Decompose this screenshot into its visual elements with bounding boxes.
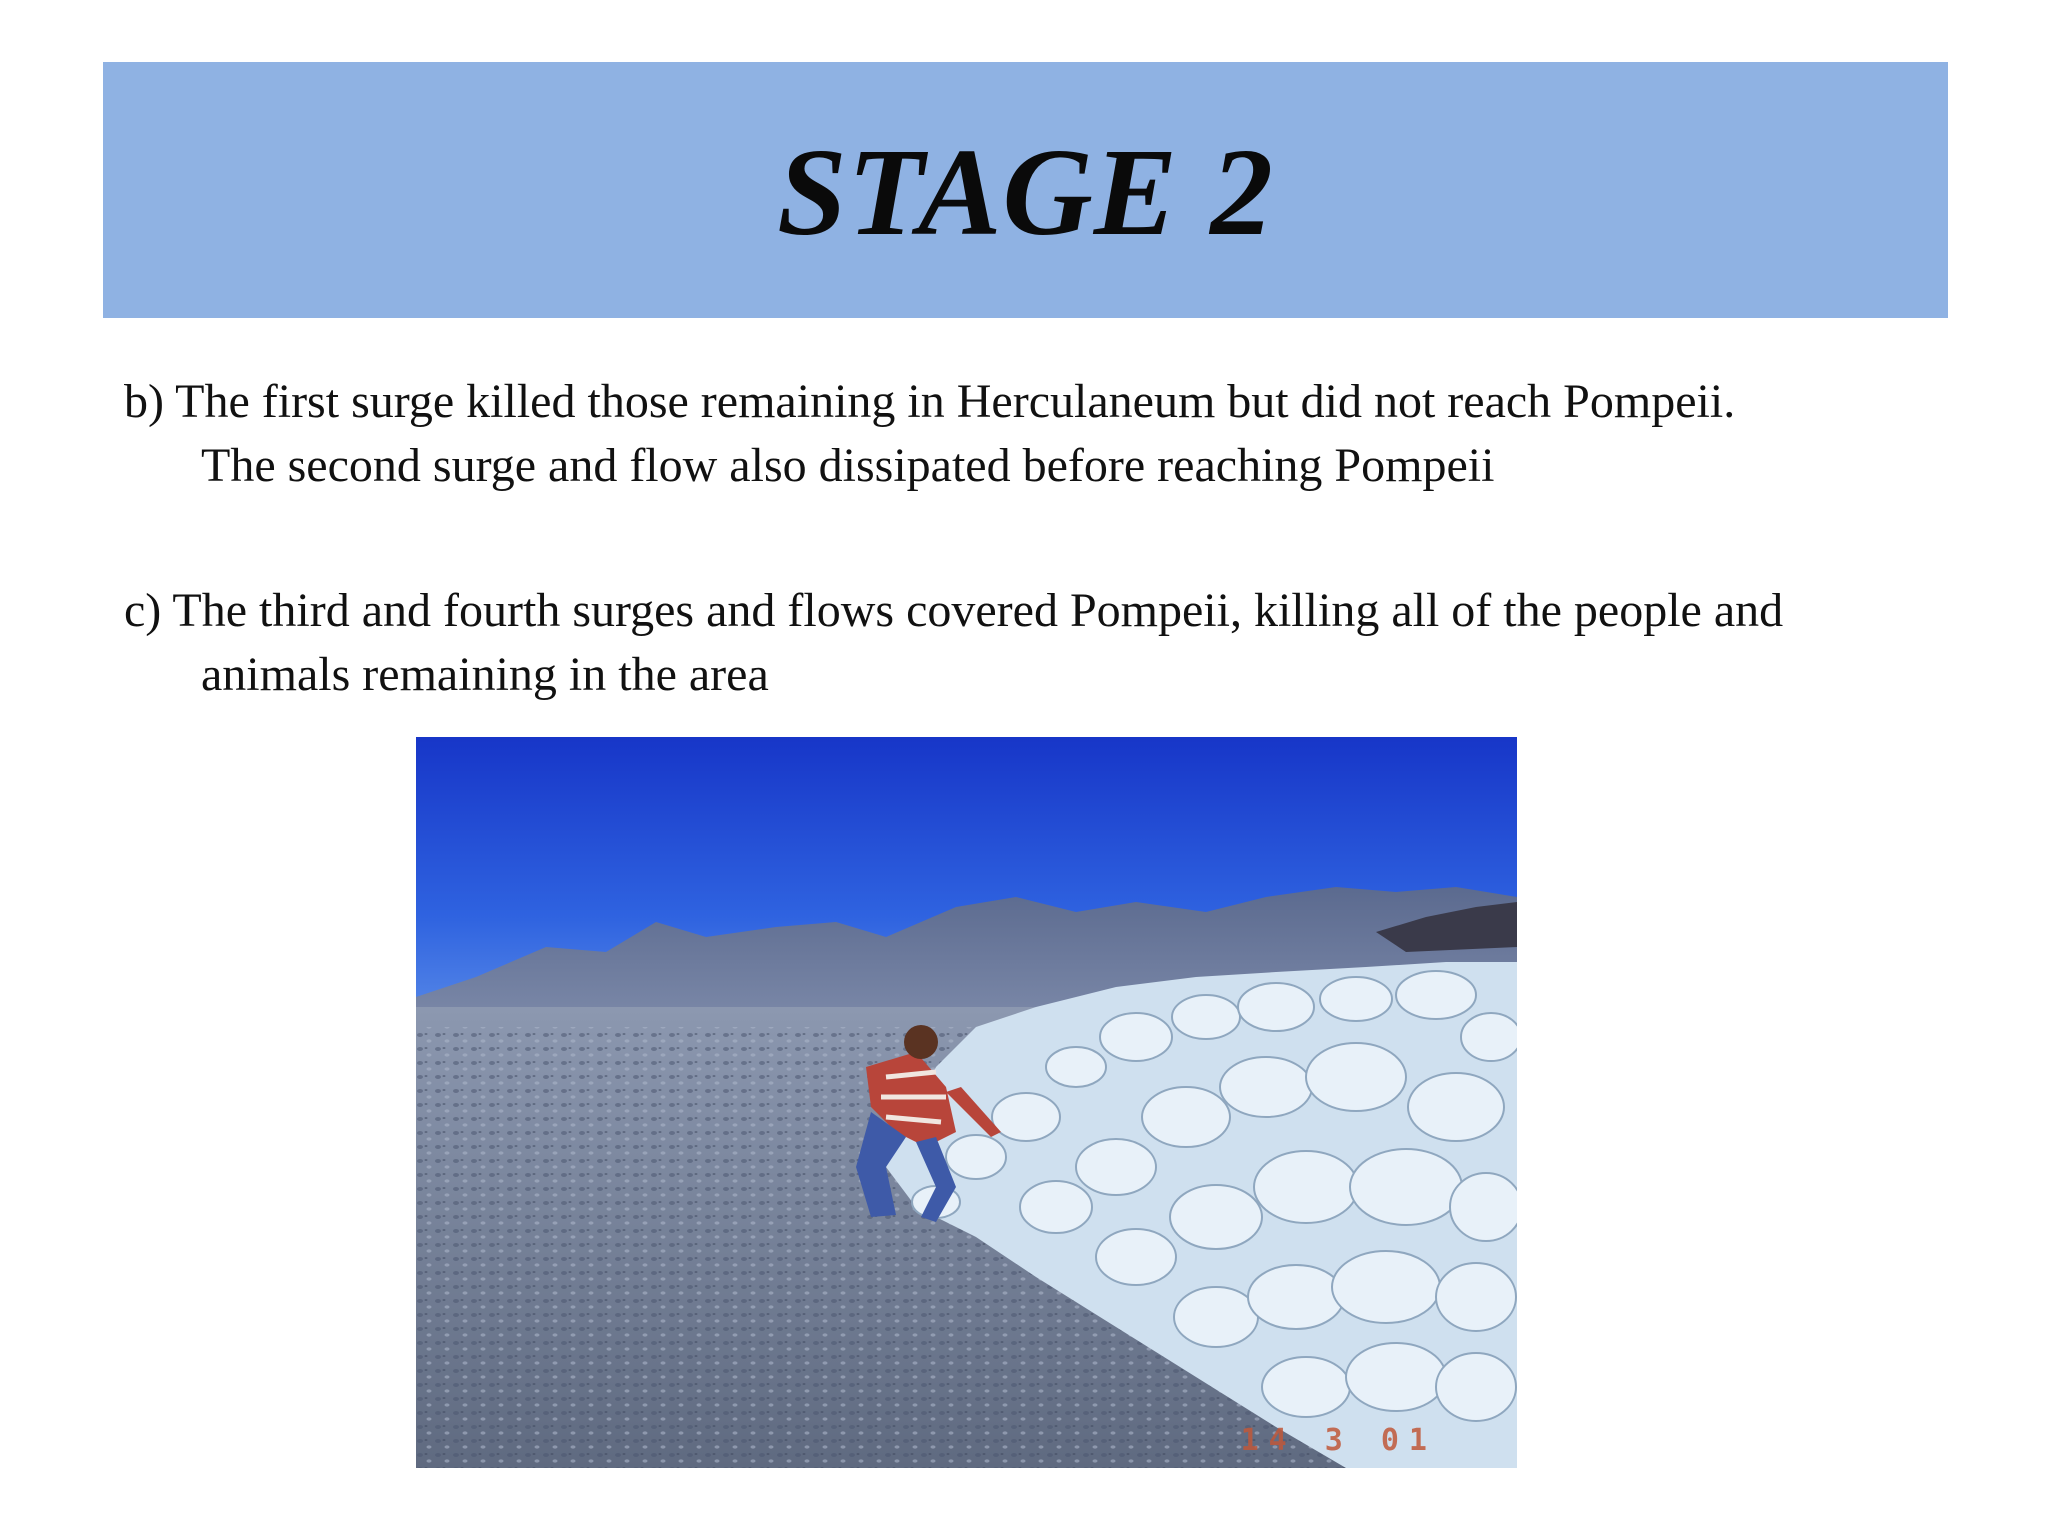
bullet-b-line1: b) The first surge killed those remaining in Herculaneum but did not reach Pompeii. bbox=[124, 375, 1736, 428]
bullet-b bbox=[124, 370, 1924, 498]
photo-date-stamp: 14 3 01 bbox=[1240, 1423, 1437, 1458]
slide-title: STAGE 2 bbox=[777, 123, 1274, 262]
volcanic-deposit-photo bbox=[416, 737, 1517, 1468]
title-banner bbox=[103, 62, 1948, 318]
bullet-c-line1: c) The third and fourth surges and flows covered Pompeii, killing all of the people and bbox=[124, 584, 1784, 637]
bullet-c bbox=[124, 579, 1924, 707]
photo-illustration bbox=[416, 737, 1517, 1468]
bullet-b-line2: The second surge and flow also dissipated before reaching Pompeii bbox=[201, 439, 1495, 492]
bullet-c-line2: animals remaining in the area bbox=[201, 648, 769, 701]
